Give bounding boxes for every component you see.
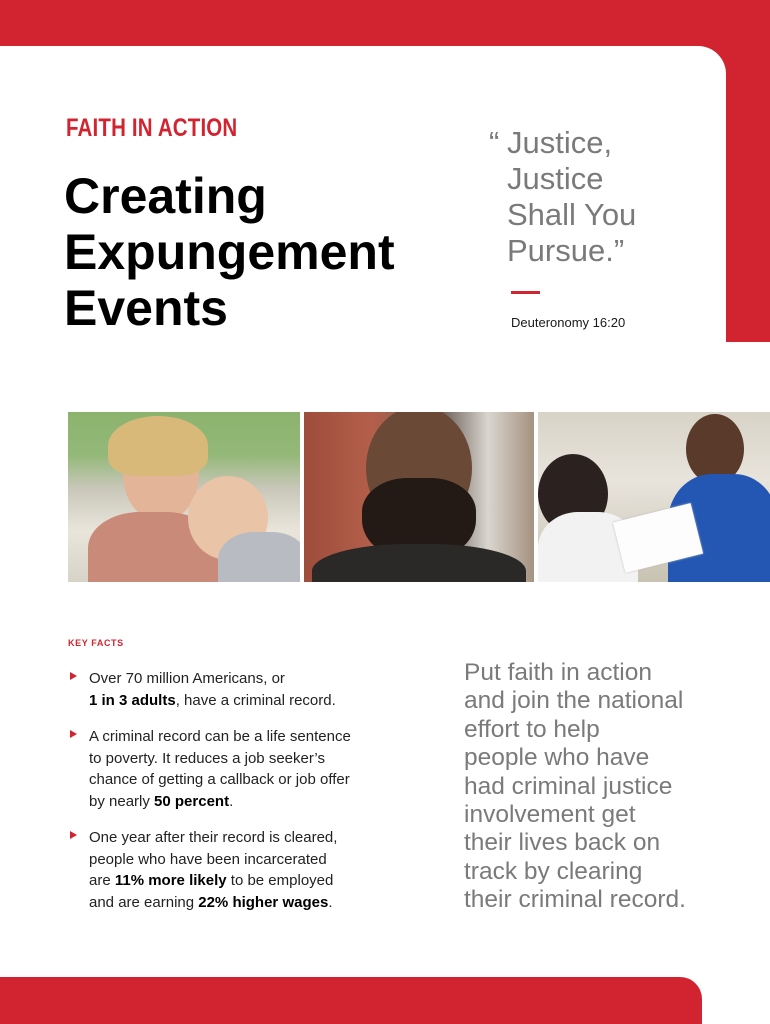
shoulder-shape <box>312 544 526 582</box>
triangle-bullet-icon <box>70 831 77 839</box>
triangle-bullet-icon <box>70 672 77 680</box>
quote-divider <box>511 291 540 294</box>
quote-line <box>489 125 636 161</box>
callout-line: track by clearing <box>464 857 643 885</box>
page-title <box>64 168 395 336</box>
key-facts-label: KEY FACTS <box>68 638 124 648</box>
open-quote-mark: “ <box>489 125 500 160</box>
callout-line: had criminal justice <box>464 772 673 800</box>
callout-line: and join the national <box>464 687 684 715</box>
quote-source: Deuteronomy 16:20 <box>511 315 626 330</box>
photo-woman-child <box>68 412 300 582</box>
title-line: Creating <box>64 168 267 224</box>
quote-line: Shall You <box>507 197 637 232</box>
quote-line: Pursue.” <box>507 233 625 268</box>
triangle-bullet-icon <box>70 730 77 738</box>
callout-line: people who have <box>464 744 650 772</box>
photo-expungement-event <box>538 412 770 582</box>
call-to-action-text <box>464 659 686 915</box>
title-line: Expungement <box>64 224 395 280</box>
callout-line: their criminal record. <box>464 886 686 914</box>
key-facts-list <box>68 668 398 928</box>
child-jacket-shape <box>218 532 300 582</box>
list-item: A criminal record can be a life sentence to poverty. It reduces a job seeker’s chance of getting a callback or job offer by nearly 50 percent. <box>68 726 398 812</box>
quote-line: Justice <box>507 161 604 196</box>
photo-bearded-man <box>304 412 534 582</box>
quote-text: Justice, <box>507 125 613 160</box>
pull-quote <box>489 125 637 269</box>
bottom-red-band <box>0 977 702 1024</box>
list-item: Over 70 million Americans, or 1 in 3 adults, have a criminal record. <box>68 668 398 711</box>
title-line: Events <box>64 280 228 336</box>
hair-shape <box>108 416 208 476</box>
callout-line: involvement get <box>464 801 636 829</box>
callout-line: their lives back on <box>464 829 661 857</box>
eyebrow-label: FAITH IN ACTION <box>66 114 238 142</box>
callout-line: effort to help <box>464 715 600 743</box>
list-item: One year after their record is cleared, people who have been incarcerated are 11% more likely to be employed and are earning 22% higher wages. <box>68 827 398 913</box>
callout-line: Put faith in action <box>464 659 652 686</box>
